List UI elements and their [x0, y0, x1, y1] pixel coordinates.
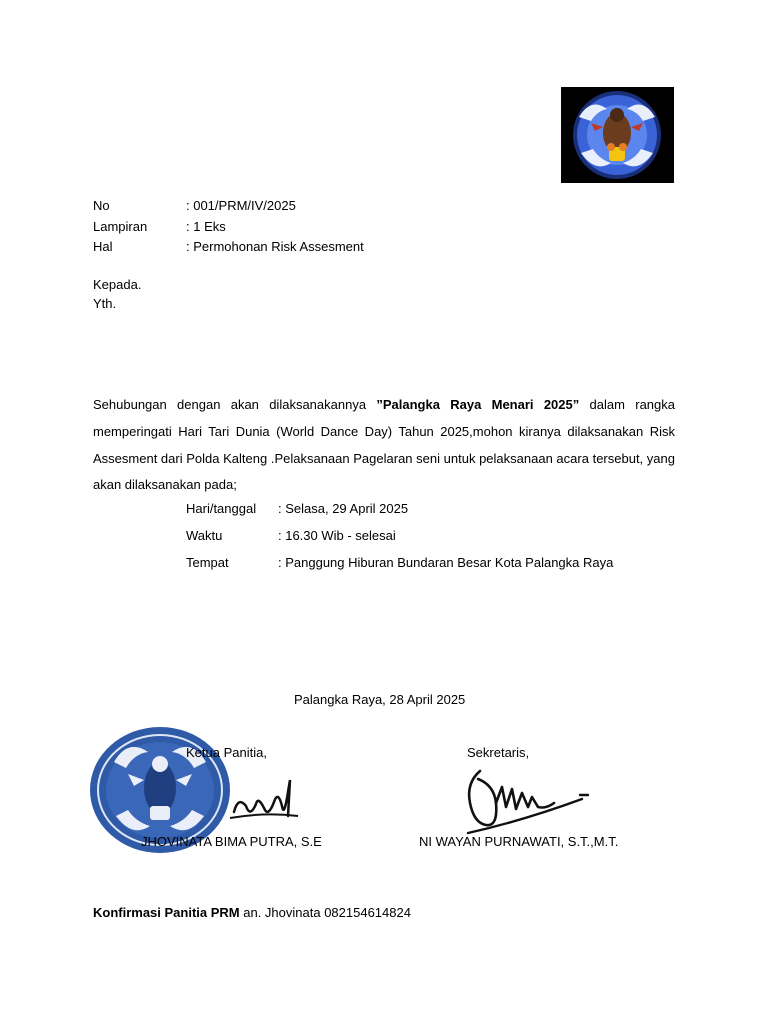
recipient-line-kepada: Kepada. — [93, 277, 142, 292]
detail-place-label: Tempat — [186, 555, 229, 570]
meta-lampiran-label: Lampiran — [93, 219, 148, 234]
meta-hal-value: : Permohonan Risk Assesment — [186, 239, 364, 254]
event-name: ”Palangka Raya Menari 2025” — [376, 397, 580, 412]
chair-title: Ketua Panitia, — [186, 745, 267, 760]
detail-time-label: Waktu — [186, 528, 223, 543]
meta-hal-label: Hal — [93, 239, 113, 254]
chair-signature-icon — [228, 772, 300, 828]
organizer-logo — [561, 87, 674, 183]
place-date: Palangka Raya, 28 April 2025 — [294, 692, 466, 707]
meta-no-label: No — [93, 198, 110, 213]
meta-no-value: : 001/PRM/IV/2025 — [186, 198, 296, 213]
body-rest: dalam rangka memperingati Hari Tari Dunia (World Dance Day) Tahun 2025,mohon kiranya dilaksanakan Risk Assesment dari Polda Kalteng .Pelaksanaan Pagelaran seni untuk pelaksanaan acara tersebut, yang akan dilaksanakan pada; — [93, 397, 676, 493]
recipient-line-yth: Yth. — [93, 296, 117, 311]
chair-name: JHOVINATA BIMA PUTRA, S.E — [141, 834, 322, 849]
detail-date-label: Hari/tanggal — [186, 501, 257, 516]
secretary-signature-icon — [462, 763, 592, 835]
footer-bold-text: Konfirmasi Panitia PRM — [93, 905, 240, 920]
body-intro: Sehubungan dengan akan dilaksanakannya — [93, 397, 377, 412]
detail-place-value: : Panggung Hiburan Bundaran Besar Kota Palangka Raya — [278, 555, 614, 570]
meta-lampiran-value: : 1 Eks — [186, 219, 226, 234]
secretary-name: NI WAYAN PURNAWATI, S.T.,M.T. — [419, 834, 619, 849]
secretary-signature — [462, 763, 592, 838]
logo-emblem-icon — [561, 87, 674, 183]
body-paragraph — [93, 392, 675, 499]
secretary-title: Sekretaris, — [467, 745, 530, 760]
footer-confirmation — [93, 905, 411, 920]
chair-signature — [228, 772, 300, 831]
detail-date-value: : Selasa, 29 April 2025 — [278, 501, 409, 516]
detail-time-value: : 16.30 Wib - selesai — [278, 528, 396, 543]
footer-contact: an. Jhovinata 082154614824 — [239, 905, 411, 920]
